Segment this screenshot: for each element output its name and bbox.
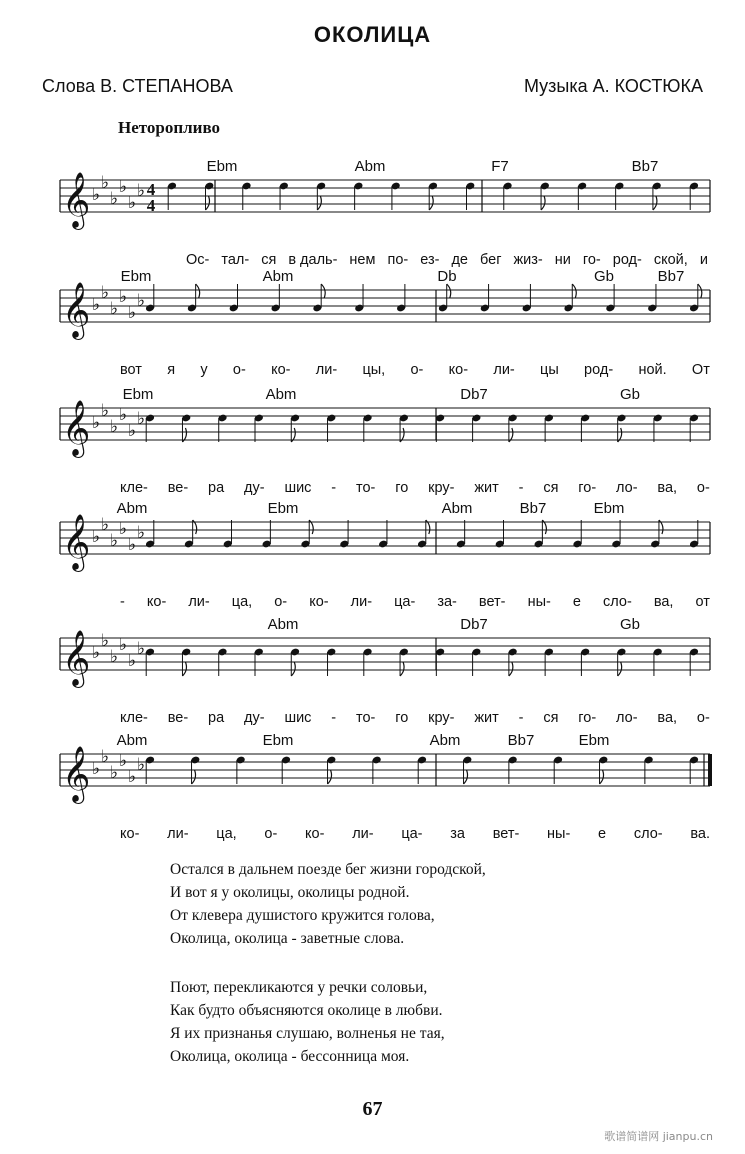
music-note (435, 414, 445, 442)
lyric-syllable: ны- (527, 594, 551, 610)
time-signature-top: 4 (146, 180, 156, 199)
lyric-syllable: ва, (657, 710, 678, 726)
lyrics-line (120, 362, 710, 378)
music-note (254, 414, 264, 442)
music-note (417, 520, 430, 548)
staff (0, 386, 745, 476)
music-note (290, 414, 300, 442)
lyric-syllable: ли- (315, 362, 338, 378)
page-number: 67 (362, 1098, 383, 1120)
chord-symbol: Bb7 (507, 732, 535, 749)
key-signature (92, 173, 145, 213)
lyric-syllable: ду- (244, 480, 265, 496)
chord-symbol: Ebm (206, 158, 238, 175)
lyric-syllable: ло- (616, 480, 638, 496)
key-signature (92, 747, 145, 787)
lyric-syllable: ся (543, 710, 559, 726)
lyric-syllable: о- (274, 594, 288, 610)
svg-text:♭: ♭ (110, 417, 119, 437)
svg-text:♭: ♭ (110, 189, 119, 209)
verse-1 (170, 858, 486, 950)
treble-clef-icon: 𝄞 (62, 172, 91, 228)
lyric-syllable: цы, (362, 362, 386, 378)
treble-clef-icon: 𝄞 (62, 630, 91, 686)
composer-credit: Музыка А. КОСТЮКА (523, 76, 703, 96)
treble-clef-icon: 𝄞 (62, 746, 91, 802)
svg-text:♭: ♭ (110, 647, 119, 667)
chord-symbol: Ebm (267, 500, 299, 517)
staff (0, 158, 745, 248)
lyric-syllable: ва, (653, 594, 674, 610)
score-system (0, 268, 745, 383)
music-note (495, 520, 505, 548)
chord-symbol: Ebm (593, 500, 625, 517)
verse-2 (170, 976, 445, 1068)
verse-line: Я их признанья слушаю, волненья не тая, (170, 1025, 445, 1042)
lyric-syllable: ца, (231, 594, 253, 610)
lyric-syllable: по- (387, 252, 409, 268)
svg-text:♭: ♭ (110, 531, 119, 551)
verse-line: Околица, околица - заветные слова. (170, 930, 405, 947)
lyric-syllable: сло- (603, 594, 632, 610)
lyric-syllable: ра (208, 710, 225, 726)
music-note (145, 414, 155, 442)
svg-text:♭: ♭ (137, 181, 146, 201)
lyric-syllable: ли- (188, 594, 210, 610)
lyric-syllable: тал- (221, 252, 250, 268)
lyric-syllable: род- (612, 252, 642, 268)
lyric-syllable: то- (355, 480, 376, 496)
lyric-syllable: ко- (309, 594, 329, 610)
lyric-syllable: шис (284, 480, 312, 496)
chord-symbol: Abm (116, 500, 148, 517)
svg-text:♭: ♭ (101, 173, 110, 193)
svg-text:♭: ♭ (119, 635, 128, 655)
staff (0, 268, 745, 358)
lyric-syllable: ся (543, 480, 559, 496)
music-note (145, 520, 155, 548)
music-note (508, 414, 518, 442)
lyric-syllable: ко- (146, 594, 167, 610)
lyric-syllable: о- (232, 362, 246, 378)
lyric-syllable: ко- (120, 826, 140, 842)
lyric-syllable: о- (264, 826, 278, 842)
svg-text:♭: ♭ (110, 299, 119, 319)
lyric-syllable: - (331, 480, 337, 496)
lyric-syllable: кле- (120, 480, 148, 496)
lyric-syllable: ся (261, 252, 277, 268)
music-note (572, 520, 582, 548)
chord-symbol: Abm (429, 732, 461, 749)
music-note (181, 414, 191, 442)
lyric-syllable: ва, (657, 480, 678, 496)
lyric-syllable: ной. (638, 362, 667, 378)
staff (0, 616, 745, 706)
lyric-syllable: о- (696, 480, 710, 496)
chord-symbol: Abm (262, 268, 294, 285)
chord-symbol: Ebm (578, 732, 610, 749)
lyric-syllable: - (331, 710, 337, 726)
lyric-syllable: ве- (167, 480, 189, 496)
verse-line: Околица, околица - бессонница моя. (170, 1048, 410, 1065)
lyric-syllable: за (450, 826, 465, 842)
key-signature (92, 283, 145, 323)
lyric-syllable: ез- (420, 252, 440, 268)
treble-clef-icon: 𝄞 (62, 282, 91, 338)
lyric-syllable: вет- (492, 826, 520, 842)
key-signature (92, 515, 145, 555)
lyric-syllable: ко- (448, 362, 469, 378)
chord-symbol: Db (437, 268, 457, 285)
music-note (456, 520, 466, 548)
lyric-syllable: ли- (350, 594, 373, 610)
lyric-syllable: ли- (493, 362, 515, 378)
chord-symbol: Bb7 (519, 500, 547, 517)
song-title: ОКОЛИЦА (313, 22, 432, 47)
chord-symbol: Bb7 (657, 268, 685, 285)
svg-text:♭: ♭ (137, 639, 146, 659)
svg-text:♭: ♭ (137, 409, 146, 429)
chord-symbol: Db7 (460, 616, 488, 633)
lyric-syllable: род- (584, 362, 614, 378)
tempo-marking: Неторопливо (118, 118, 221, 137)
music-note (534, 520, 547, 548)
svg-text:♭: ♭ (119, 405, 128, 425)
svg-text:♭: ♭ (101, 515, 110, 535)
lyricist-credit: Слова В. СТЕПАНОВА (42, 76, 233, 96)
lyric-syllable: ко- (271, 362, 291, 378)
chord-symbol: F7 (491, 158, 509, 175)
chord-symbol: Ebm (122, 386, 154, 403)
score-system (0, 732, 745, 847)
chord-symbol: Gb (619, 616, 641, 633)
lyrics-line (120, 480, 710, 496)
verse-line: Остался в дальнем поезде бег жизни городской, (170, 861, 486, 878)
treble-clef-icon: 𝄞 (62, 400, 91, 456)
lyric-syllable: Ос- (186, 252, 210, 268)
verse-line: И вот я у околицы, околицы родной. (170, 884, 410, 901)
lyric-syllable: от (695, 594, 710, 610)
svg-text:♭: ♭ (92, 527, 101, 547)
score-system (0, 500, 745, 615)
svg-text:♭: ♭ (92, 413, 101, 433)
lyric-syllable: го (395, 480, 409, 496)
lyric-syllable: - (518, 480, 524, 496)
score-system (0, 386, 745, 501)
lyric-syllable: и (699, 252, 708, 268)
lyric-syllable: го (395, 710, 409, 726)
chord-symbol: Db7 (460, 386, 488, 403)
music-note (217, 414, 227, 442)
chord-symbol: Gb (619, 386, 641, 403)
lyric-syllable: ли- (352, 826, 374, 842)
lyrics-line (120, 594, 710, 610)
music-note (399, 414, 409, 442)
lyric-syllable: ду- (244, 710, 265, 726)
music-note (544, 414, 554, 442)
chord-symbol: Abm (116, 732, 148, 749)
lyric-syllable: бег (479, 252, 502, 268)
music-note (326, 414, 336, 442)
svg-text:♭: ♭ (119, 519, 128, 539)
svg-text:♭: ♭ (128, 767, 137, 787)
lyric-syllable: ни (554, 252, 571, 268)
lyric-syllable: жиз- (513, 252, 543, 268)
lyric-syllable: цы (540, 362, 559, 378)
lyric-syllable: вот (120, 362, 142, 378)
lyric-syllable: - (518, 710, 524, 726)
music-note (653, 414, 663, 442)
lyric-syllable: в даль- (288, 252, 338, 268)
svg-text:♭: ♭ (101, 631, 110, 651)
chord-symbol: Ebm (120, 268, 152, 285)
lyric-syllable: ской, (653, 252, 688, 268)
svg-text:♭: ♭ (128, 303, 137, 323)
svg-text:♭: ♭ (92, 185, 101, 205)
lyric-syllable: кле- (120, 710, 148, 726)
lyrics-line (120, 710, 710, 726)
key-signature (92, 631, 145, 671)
music-note (223, 520, 233, 548)
svg-text:♭: ♭ (101, 283, 110, 303)
svg-text:♭: ♭ (101, 401, 110, 421)
key-signature (92, 401, 145, 441)
music-note (689, 414, 699, 442)
chord-symbol: Abm (267, 616, 299, 633)
svg-text:♭: ♭ (110, 763, 119, 783)
music-note (363, 414, 373, 442)
music-note (689, 520, 699, 548)
music-note (339, 520, 349, 548)
lyric-syllable: о- (696, 710, 710, 726)
lyric-syllable: ве- (167, 710, 189, 726)
chord-symbol: Ebm (262, 732, 294, 749)
chord-symbol: Abm (265, 386, 297, 403)
lyric-syllable: вет- (478, 594, 506, 610)
lyric-syllable: кру- (428, 480, 455, 496)
lyric-syllable: ца- (394, 594, 416, 610)
verse-line: От клевера душистого кружится голова, (170, 907, 435, 924)
lyrics-line (120, 826, 710, 842)
score-system (0, 158, 745, 273)
music-note (650, 520, 663, 548)
lyric-syllable: сло- (633, 826, 663, 842)
lyric-syllable: у (200, 362, 208, 378)
lyric-syllable: кру- (428, 710, 455, 726)
lyric-syllable: жит (474, 710, 499, 726)
lyric-syllable: нем (349, 252, 376, 268)
svg-text:♭: ♭ (137, 523, 146, 543)
svg-text:♭: ♭ (128, 421, 137, 441)
music-note (300, 520, 313, 548)
svg-text:♭: ♭ (137, 755, 146, 775)
lyric-syllable: ко- (305, 826, 325, 842)
lyric-syllable: за- (437, 594, 457, 610)
lyric-syllable: е (572, 594, 581, 610)
chord-symbol: Gb (593, 268, 615, 285)
site-watermark: 歌谱简谱网 jianpu.cn (604, 1130, 713, 1143)
svg-text:♭: ♭ (119, 287, 128, 307)
svg-text:♭: ♭ (92, 643, 101, 663)
lyric-syllable: ца- (401, 826, 423, 842)
lyric-syllable: ли- (167, 826, 189, 842)
score-system (0, 616, 745, 731)
chord-symbol: Abm (354, 158, 386, 175)
lyric-syllable: го- (582, 252, 601, 268)
svg-text:♭: ♭ (137, 291, 146, 311)
svg-text:♭: ♭ (128, 651, 137, 671)
verse-line: Поют, перекликаются у речки соловьи, (170, 979, 428, 996)
music-note (471, 414, 481, 442)
svg-text:♭: ♭ (92, 759, 101, 779)
staff (0, 732, 745, 822)
lyric-syllable: то- (355, 710, 376, 726)
lyric-syllable: ва. (690, 826, 710, 842)
svg-text:♭: ♭ (101, 747, 110, 767)
lyric-syllable: ны- (547, 826, 571, 842)
lyric-syllable: ца, (216, 826, 237, 842)
lyric-syllable: о- (410, 362, 424, 378)
lyric-syllable: де (451, 252, 468, 268)
lyric-syllable: го- (578, 710, 597, 726)
lyric-syllable: жит (474, 480, 499, 496)
lyric-syllable: ло- (616, 710, 638, 726)
lyric-syllable: шис (284, 710, 312, 726)
music-note (611, 520, 621, 548)
music-note (184, 520, 197, 548)
music-note (378, 520, 388, 548)
svg-text:♭: ♭ (128, 535, 137, 555)
time-signature-bottom: 4 (146, 196, 156, 215)
treble-clef-icon: 𝄞 (62, 514, 91, 570)
staff (0, 500, 745, 590)
lyric-syllable: е (598, 826, 607, 842)
lyric-syllable: - (120, 594, 125, 610)
music-note (580, 414, 590, 442)
svg-text:♭: ♭ (119, 751, 128, 771)
music-note (616, 414, 626, 442)
chord-symbol: Bb7 (631, 158, 659, 175)
lyric-syllable: го- (578, 480, 597, 496)
lyric-syllable: От (691, 362, 710, 378)
lyrics-line (186, 252, 708, 268)
lyric-syllable: я (167, 362, 176, 378)
verse-line: Как будто объясняются околице в любви. (170, 1002, 443, 1019)
chord-symbol: Abm (441, 500, 473, 517)
lyric-syllable: ра (208, 480, 225, 496)
svg-text:♭: ♭ (128, 193, 137, 213)
svg-text:♭: ♭ (119, 177, 128, 197)
svg-text:♭: ♭ (92, 295, 101, 315)
music-note (262, 520, 272, 548)
